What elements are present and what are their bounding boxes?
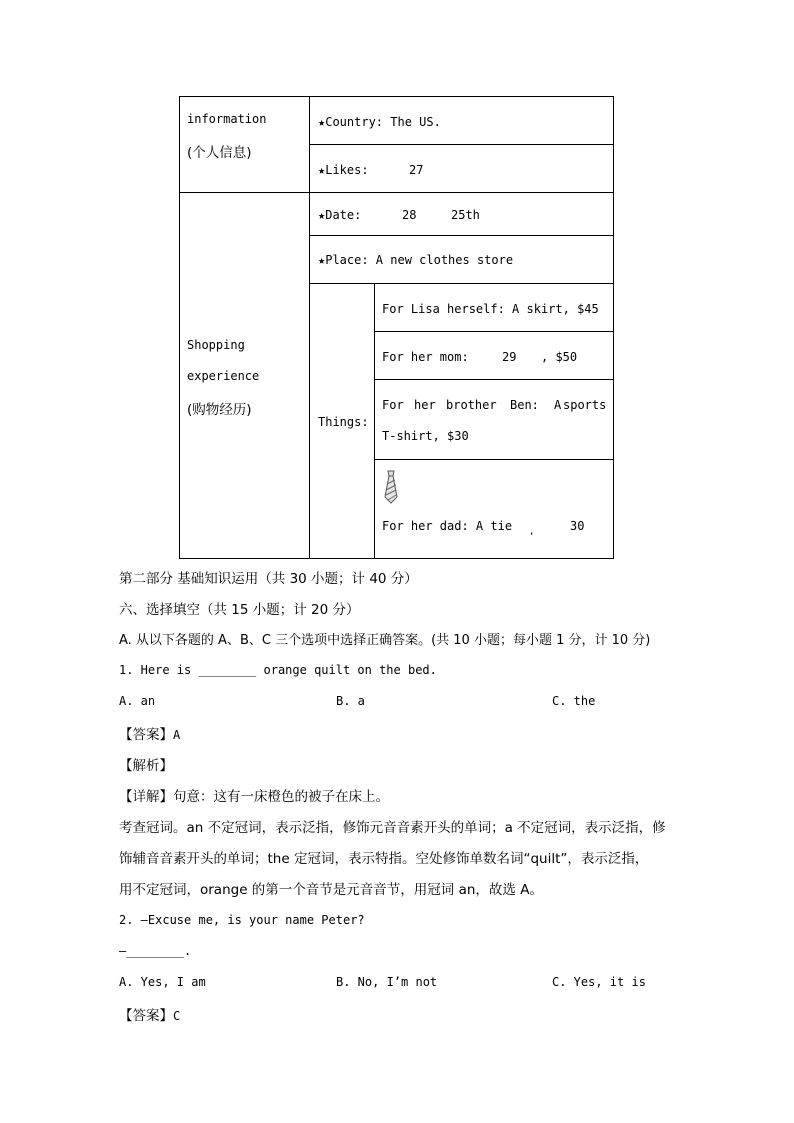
q2-option-c: C. Yes, it is	[552, 975, 646, 989]
q2-stem: 2. —Excuse me, is your name Peter?	[119, 913, 365, 927]
table-col-divider	[309, 96, 310, 559]
row-line	[374, 459, 614, 460]
brother-word: Ben:	[510, 398, 539, 412]
tie-icon	[383, 470, 399, 504]
likes-label: ★Likes:	[318, 163, 369, 177]
q1-analysis-tag: 【解析】	[119, 758, 173, 774]
things-label: Things:	[318, 415, 369, 429]
q1-explanation-line-1: 考查冠词。an 不定冠词，表示泛指，修饰元音音素开头的单词；a 不定冠词，表示泛指，修	[119, 820, 666, 836]
mom-suffix: , $50	[541, 350, 578, 364]
part2-title: 第二部分 基础知识运用（共 30 小题；计 40 分）	[119, 571, 418, 587]
shopping-label: Shopping	[187, 338, 245, 352]
table-border-top	[179, 96, 614, 97]
brother-word: For	[382, 398, 404, 412]
info-label: information	[187, 112, 267, 126]
q1-stem: 1. Here is ________ orange quilt on the bed.	[119, 663, 437, 677]
date-number: 28	[402, 208, 417, 222]
row-line	[374, 331, 614, 332]
answer-value: C	[173, 1009, 181, 1023]
q1-answer	[119, 723, 180, 743]
lisa-item: For Lisa herself: A skirt, $45	[382, 302, 599, 316]
brother-word: A	[554, 398, 562, 412]
detail-tag: 【详解】	[119, 789, 173, 805]
table-border-bottom	[179, 558, 614, 559]
q1-option-b: B. a	[336, 694, 365, 708]
answer-tag: 【答案】	[119, 727, 173, 743]
shopping-label-2: experience	[187, 369, 260, 383]
brother-word: sports	[563, 398, 607, 412]
q1-detail	[119, 785, 389, 805]
row-line	[309, 235, 614, 236]
q1-option-c: C. the	[552, 694, 596, 708]
dad-prefix: For her dad: A tie	[382, 519, 513, 533]
q2-option-b: B. No, I’m not	[336, 975, 438, 989]
dad-mark: ,	[529, 527, 535, 537]
place-cell: ★Place: A new clothes store	[318, 253, 514, 267]
shopping-label-cn: (购物经历)	[187, 402, 252, 418]
q2-reply: —________.	[119, 944, 192, 958]
q1-explanation-line-3: 用不定冠词，orange 的第一个音节是元音音节，用冠词 an，故选 A。	[119, 882, 543, 898]
date-rest: 25th	[451, 208, 480, 222]
q2-answer	[119, 1004, 180, 1024]
row-line	[309, 283, 614, 284]
row-line	[309, 144, 614, 145]
mom-prefix: For her mom:	[382, 350, 469, 364]
answer-value: A	[173, 728, 181, 742]
q1-explanation-line-2: 饰辅音音素开头的单词；the 定冠词，表示特指。空处修饰单数名词“quilt”，表示泛指，	[119, 851, 649, 867]
detail-text: 句意：这有一床橙色的被子在床上。	[173, 789, 389, 805]
q1-option-a: A. an	[119, 694, 156, 708]
dad-number: 30	[570, 519, 585, 533]
country-cell: ★Country: The US.	[318, 115, 441, 129]
table-border-left	[179, 96, 180, 559]
info-label-cn: (个人信息)	[187, 145, 252, 161]
row-line	[374, 379, 614, 380]
section-a-instruction: A. 从以下各题的 A、B、C 三个选项中选择正确答案。(共 10 小题；每小题 1 分，计 10 分)	[119, 633, 651, 648]
section-six-title: 六、选择填空（共 15 小题；计 20 分）	[119, 602, 360, 618]
brother-line-2: T-shirt, $30	[382, 429, 469, 443]
likes-number: 27	[409, 163, 424, 177]
q2-option-a: A. Yes, I am	[119, 975, 206, 989]
brother-word: her	[414, 398, 436, 412]
row-line	[179, 192, 614, 193]
things-col-divider	[374, 283, 375, 559]
answer-tag: 【答案】	[119, 1008, 173, 1024]
date-label: ★Date:	[318, 208, 362, 222]
brother-word: brother	[446, 398, 497, 412]
table-border-right	[613, 96, 614, 559]
mom-number: 29	[502, 350, 517, 364]
